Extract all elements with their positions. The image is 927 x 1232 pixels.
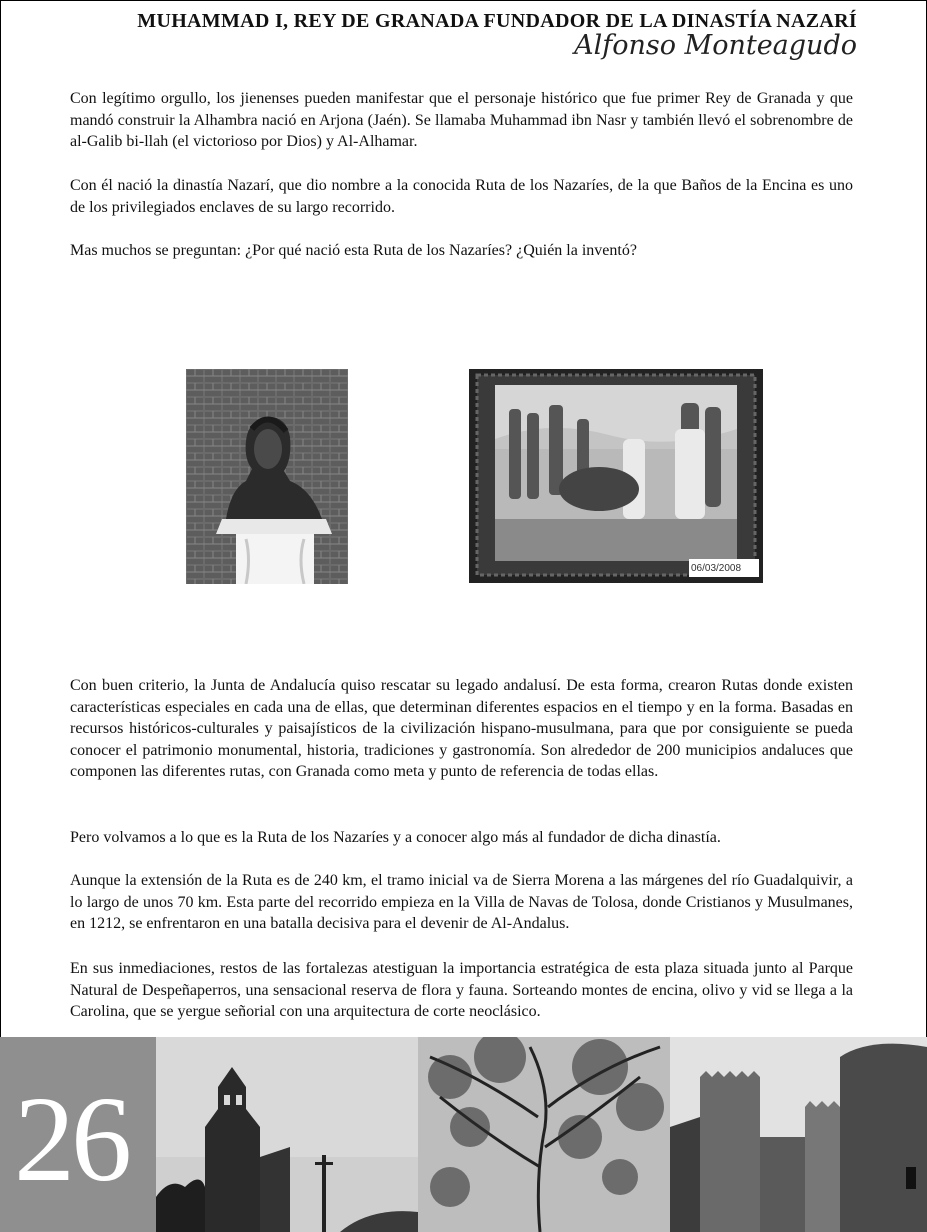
article-author: Alfonso Monteagudo	[574, 30, 857, 61]
footer-photo-strip	[0, 1037, 927, 1232]
paragraph-dinastia: Con él nació la dinastía Nazarí, que dio nombre a la conocida Ruta de los Nazaríes, de la que Baños de la Encina es uno de los privilegiados enclaves de su largo recorrido.	[70, 177, 853, 216]
painting-photo	[469, 369, 763, 588]
paragraph-junta: Con buen criterio, la Junta de Andalucía quiso rescatar su legado andalusí. De esta forma, crearon Rutas donde existen características especiales en cada una de ellas, que determinan diferentes espacios en el tiempo y en la forma. Basadas en recursos históricos-culturales y paisajísticos de la civilización hispano-musulmana, para que por consiguiente se pueda conocer el patrimonio monumental, historia, tradiciones y gastronomía. Son alrededor de 200 municipios andaluces que componen las diferentes rutas, con Granada como meta y punto de referencia de todas ellas.	[70, 677, 853, 780]
painting-date-stamp: 06/03/2008	[691, 563, 742, 574]
paragraph-extension: Aunque la extensión de la Ruta es de 240 km, el tramo inicial va de Sierra Morena a las márgenes del río Guadalquivir, a lo largo de unos 70 km. Esta parte del recorrido empieza en la Villa de Navas de Tolosa, donde Cristianos y Musulmanes, en 1212, se enfrentaron en una batalla decisiva para el devenir de Al-Andalus.	[70, 872, 853, 932]
paragraph-question: Mas muchos se preguntan: ¿Por qué nació esta Ruta de los Nazaríes? ¿Quién la inventó?	[70, 242, 637, 259]
bust-photo	[186, 369, 348, 584]
article-title: MUHAMMAD I, REY DE GRANADA FUNDADOR DE LA DINASTÍA NAZARÍ	[137, 10, 857, 32]
paragraph-inmediaciones: En sus inmediaciones, restos de las fortalezas atestiguan la importancia estratégica de esta plaza situada junto al Parque Natural de Despeñaperros, una sensacional reserva de flora y fauna. Sorteando montes de encina, olivo y vid se llega a la Carolina, que se yergue señorial con una arquitectura de corte neoclásico.	[70, 960, 853, 1020]
paragraph-volvamos: Pero volvamos a lo que es la Ruta de los Nazaríes y a conocer algo más al fundador de dicha dinastía.	[70, 829, 721, 846]
paragraph-intro: Con legítimo orgullo, los jienenses pueden manifestar que el personaje histórico que fue primer Rey de Granada y que mandó construir la Alhambra nació en Arjona (Jaén). Se llamaba Muhammad ibn Nasr y también llevó el sobrenombre de al-Galib bi-llah (el victorioso por Dios) y Al-Alhamar.	[70, 90, 853, 150]
page-number: 26	[14, 1072, 128, 1207]
